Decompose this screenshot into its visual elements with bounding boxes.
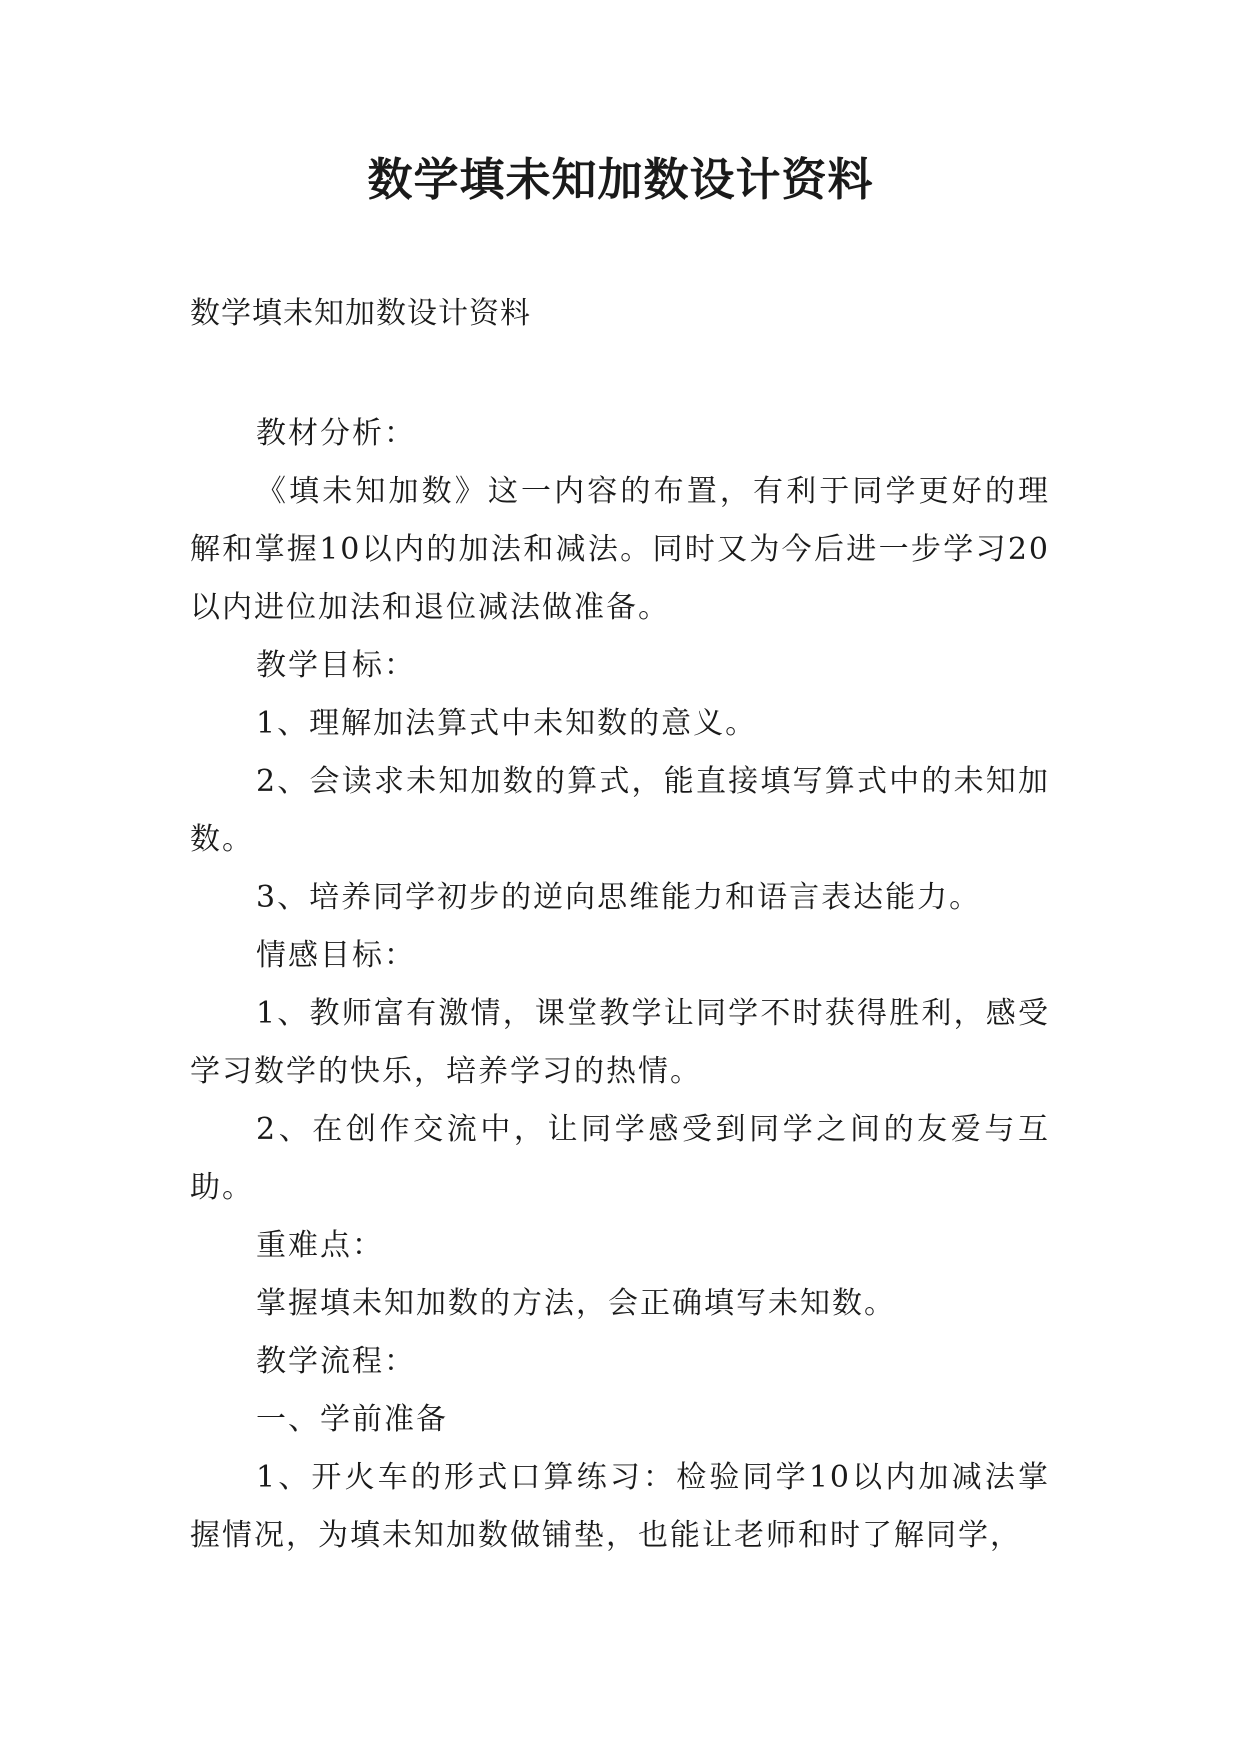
paragraph-key-points: 掌握填未知加数的方法，会正确填写未知数。 bbox=[256, 1286, 896, 1321]
paragraph-emotional-goal-2: 2、在创作交流中，让同学感受到同学之间的友爱与互助。 bbox=[190, 1112, 1050, 1205]
document-title: 数学填未知加数设计资料 bbox=[367, 153, 874, 206]
section-heading-key-points: 重难点： bbox=[256, 1228, 384, 1263]
paragraph-material-analysis: 《填未知加数》这一内容的布置，有利于同学更好的理解和掌握10以内的加法和减法。同时又为今后进一步学习20以内进位加法和退位减法做准备。 bbox=[190, 474, 1050, 625]
paragraph-preparation-1: 1、开火车的形式口算练习：检验同学10以内加减法掌握情况，为填未知加数做铺垫，也能让老师和时了解同学， bbox=[190, 1460, 1050, 1553]
paragraph-goal-3: 3、培养同学初步的逆向思维能力和语言表达能力。 bbox=[256, 880, 982, 915]
section-heading-teaching-process: 教学流程： bbox=[256, 1344, 416, 1379]
section-heading-teaching-goals: 教学目标： bbox=[256, 648, 416, 683]
section-heading-emotional-goals: 情感目标： bbox=[256, 938, 416, 973]
document-subtitle: 数学填未知加数设计资料 bbox=[190, 296, 531, 331]
paragraph-goal-2: 2、会读求未知加数的算式，能直接填写算式中的未知加数。 bbox=[190, 764, 1050, 857]
section-heading-material-analysis: 教材分析： bbox=[256, 416, 416, 451]
paragraph-goal-1: 1、理解加法算式中未知数的意义。 bbox=[256, 706, 758, 741]
paragraph-emotional-goal-1: 1、教师富有激情，课堂教学让同学不时获得胜利，感受学习数学的快乐，培养学习的热情。 bbox=[190, 996, 1050, 1089]
document-body bbox=[190, 405, 1050, 1565]
section-heading-preparation: 一、学前准备 bbox=[256, 1402, 448, 1437]
